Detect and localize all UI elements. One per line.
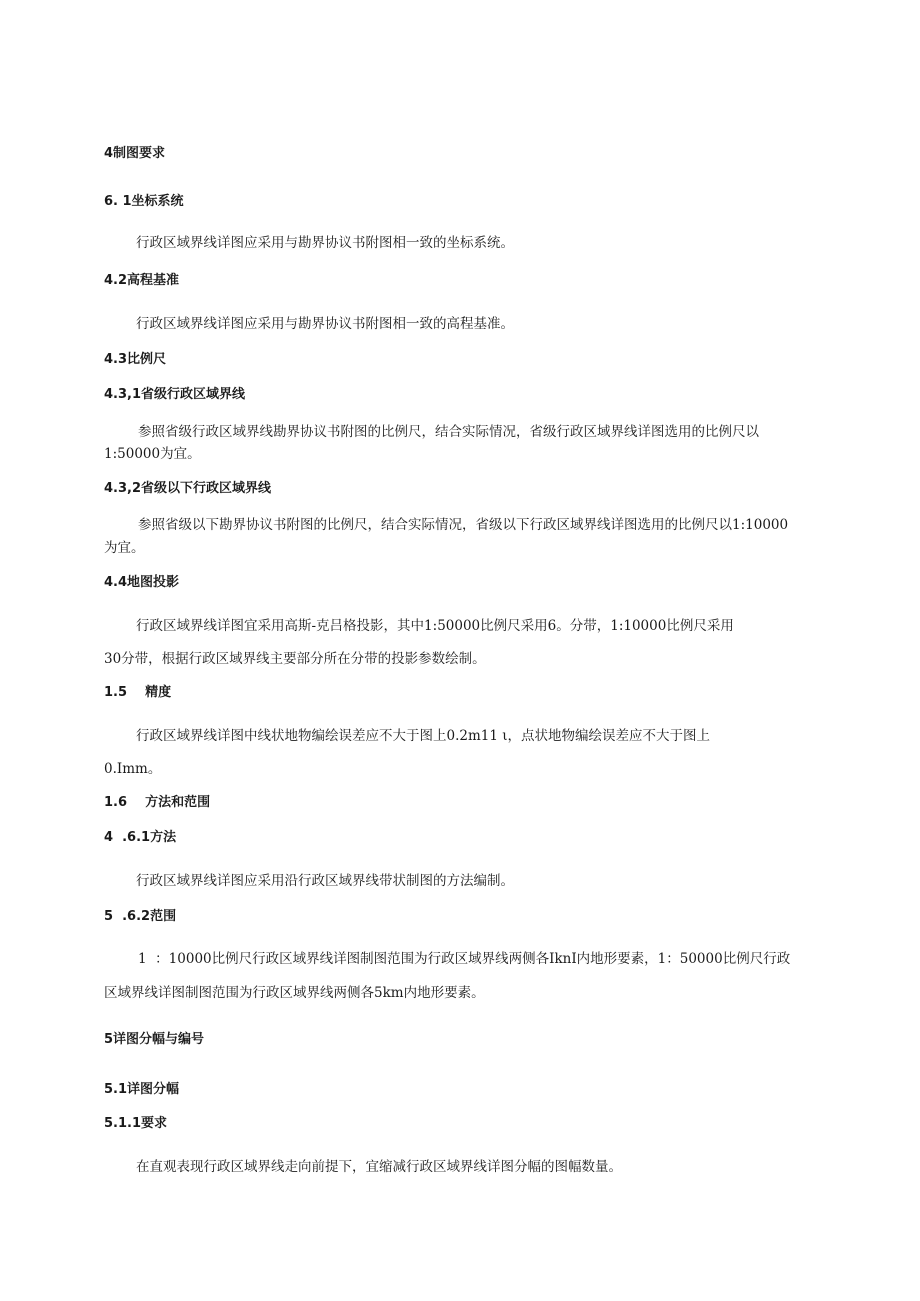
section-4-2-heading: 4.2高程基准 [104, 273, 180, 288]
section-4-1-heading: 6. 1坐标系统 [104, 194, 184, 209]
section-4-2-paragraph: 行政区域界线详图应采用与勘界协议书附图相一致的高程基准。 [136, 316, 514, 332]
section-4-5-paragraph-line2: 0.Imm。 [104, 761, 162, 777]
section-4-3-1-paragraph-line2: 1:50000为宜。 [104, 446, 201, 462]
section-4-3-2-paragraph-line1: 参照省级以下勘界协议书附图的比例尺，结合实际情况，省级以下行政区域界线详图选用的比例尺以1:10000 [138, 517, 789, 533]
section-5-1-1-paragraph: 在直观表现行政区域界线走向前提下，宜缩减行政区域界线详图分幅的图幅数量。 [136, 1159, 622, 1175]
section-4-4-paragraph-line2: 30分带，根据行政区域界线主要部分所在分带的投影参数绘制。 [104, 651, 486, 667]
section-4-4-paragraph-line1: 行政区域界线详图宜采用高斯-克吕格投影，其中1:50000比例尺采用6。分带，1:10000比例尺采用 [136, 618, 734, 634]
section-4-6-2-paragraph-line2: 区域界线详图制图范围为行政区域界线两侧各5km内地形要素。 [104, 985, 485, 1001]
section-4-3-1-heading: 4.3,1省级行政区域界线 [104, 387, 246, 402]
section-4-3-2-heading: 4.3,2省级以下行政区域界线 [104, 481, 272, 496]
section-4-6-2-paragraph-line1: 1 ：10000比例尺行政区域界线详图制图范围为行政区域界线两侧各IknI内地形要素，1：50000比例尺行政 [138, 951, 791, 967]
section-4-heading: 4制图要求 [104, 146, 166, 161]
section-5-1-1-heading: 5.1.1要求 [104, 1116, 168, 1131]
section-4-5-paragraph-line1: 行政区域界线详图中线状地物编绘误差应不大于图上0.2m11 ι，点状地物编绘误差应不大于图上 [136, 728, 711, 744]
section-4-4-heading: 4.4地图投影 [104, 575, 180, 590]
section-4-3-heading: 4.3比例尺 [104, 352, 167, 367]
section-4-6-1-heading: 4 .6.1方法 [104, 830, 177, 845]
section-5-1-heading: 5.1详图分幅 [104, 1082, 180, 1097]
section-4-6-2-heading: 5 .6.2范围 [104, 909, 177, 924]
section-5-heading: 5详图分幅与编号 [104, 1032, 205, 1047]
section-4-3-1-paragraph-line1: 参照省级行政区域界线勘界协议书附图的比例尺，结合实际情况，省级行政区域界线详图选用的比例尺以 [138, 424, 759, 440]
section-4-5-heading: 1.5 精度 [104, 685, 172, 700]
section-4-3-2-paragraph-line2: 为宜。 [104, 540, 145, 556]
section-4-6-heading: 1.6 方法和范围 [104, 795, 211, 810]
section-4-6-1-paragraph: 行政区域界线详图应采用沿行政区域界线带状制图的方法编制。 [136, 873, 514, 889]
section-4-1-paragraph: 行政区域界线详图应采用与勘界协议书附图相一致的坐标系统。 [136, 235, 514, 251]
